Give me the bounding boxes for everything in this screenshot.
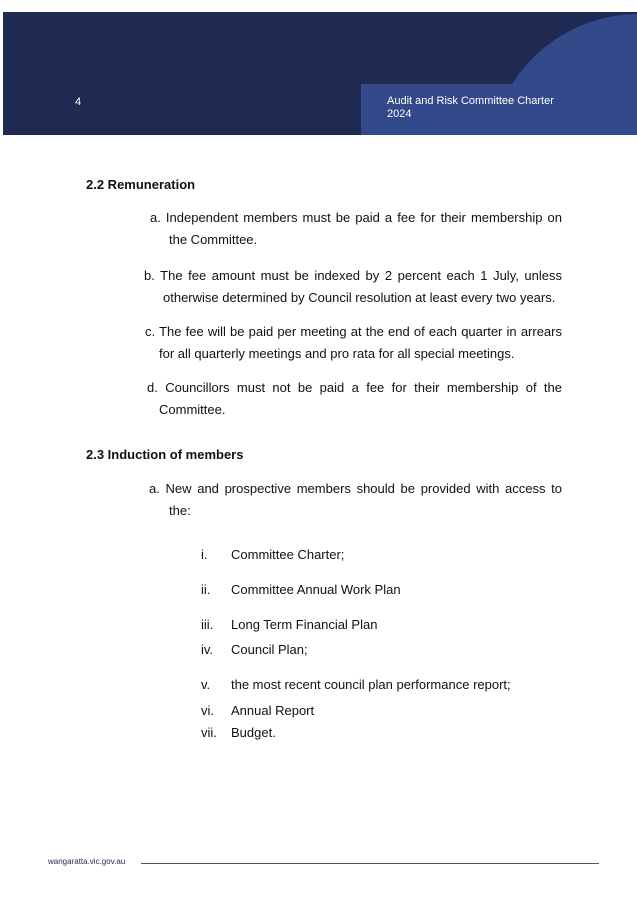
footer-website: wangaratta.vic.gov.au (48, 857, 126, 866)
list-text: Independent members must be paid a fee for their membership on (165, 210, 562, 225)
sub-item-number: vi. (201, 703, 214, 718)
sub-item-number: iii. (201, 617, 214, 632)
page-number: 4 (75, 96, 82, 108)
list-text: New and prospective members should be provided with access to (165, 481, 562, 496)
list-item-2-2-b (144, 265, 562, 309)
list-text: Councillors must not be paid a fee for their membership of the (165, 380, 562, 395)
list-item-2-2-a (150, 207, 562, 251)
sub-item-text: Committee Annual Work Plan (231, 582, 401, 597)
list-text-cont: the: (169, 503, 191, 518)
document-title-line1: Audit and Risk Committee Charter (387, 95, 554, 107)
list-item-2-2-c (145, 321, 562, 365)
sub-item-number: iv. (201, 642, 214, 657)
sub-item-text: Budget. (231, 725, 276, 740)
list-marker: a. (150, 210, 161, 225)
sub-item-number: ii. (201, 582, 211, 597)
sub-item-text: Annual Report (231, 703, 315, 718)
list-marker: a. (149, 481, 160, 496)
list-text: The fee will be paid per meeting at the end of each quarter in arrears (159, 324, 562, 339)
list-text-cont: otherwise determined by Council resolution at least every two years. (163, 290, 556, 305)
list-text-cont: the Committee. (169, 232, 258, 247)
list-item-2-2-d (147, 377, 562, 421)
list-marker: c. (145, 324, 156, 339)
sub-item-number: i. (201, 547, 208, 562)
sub-item-text: the most recent council plan performance report; (231, 677, 511, 692)
list-marker: b. (144, 268, 155, 283)
sub-item-number: vii. (201, 725, 217, 740)
sub-item-text: Council Plan; (231, 642, 308, 657)
list-text: The fee amount must be indexed by 2 percent each 1 July, unless (160, 268, 562, 283)
document-title (387, 95, 587, 121)
list-text-cont: Committee. (159, 402, 226, 417)
sub-item-number: v. (201, 677, 211, 692)
section-heading-remuneration: 2.2 Remuneration (86, 177, 196, 192)
document-title-line2: 2024 (387, 108, 412, 120)
list-item-2-3-a (149, 478, 562, 522)
footer-divider (141, 863, 599, 864)
sub-item-text: Committee Charter; (231, 547, 345, 562)
list-text-cont: for all quarterly meetings and pro rata for all special meetings. (159, 346, 515, 361)
sub-item-text: Long Term Financial Plan (231, 617, 378, 632)
list-marker: d. (147, 380, 158, 395)
section-heading-induction: 2.3 Induction of members (86, 447, 244, 462)
